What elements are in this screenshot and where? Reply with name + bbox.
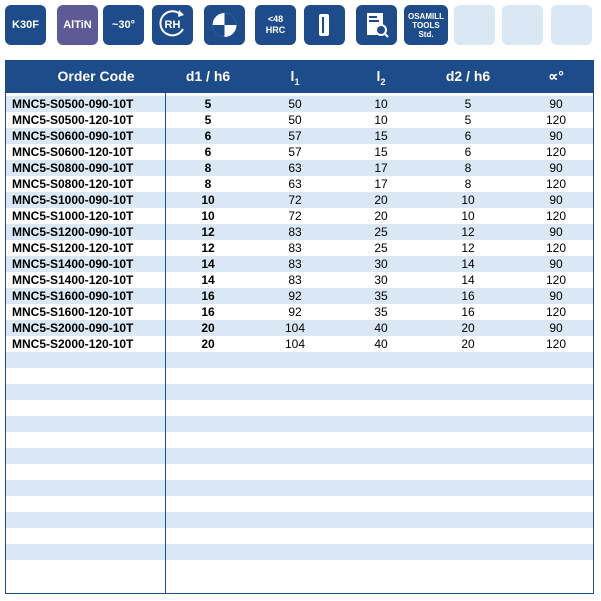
empty-row — [6, 464, 593, 480]
cell-l1: 83 — [288, 241, 302, 255]
cell-angle: 120 — [545, 273, 567, 287]
cell-l2: 17 — [374, 177, 388, 191]
table-row — [6, 192, 593, 208]
cell-l2: 25 — [374, 225, 388, 239]
header-d1: d1 / h6 — [185, 68, 231, 84]
cell-d2: 8 — [464, 177, 472, 191]
empty-row — [6, 416, 593, 432]
empty-row — [6, 384, 593, 400]
header-l1: $l_1$ — [290, 68, 300, 87]
cell-d2: 10 — [461, 193, 475, 207]
cell-code: MNC5-S1400-120-10T — [12, 273, 134, 287]
cell-code: MNC5-S1200-090-10T — [12, 225, 134, 239]
empty-row — [6, 368, 593, 384]
cell-angle: 90 — [549, 289, 563, 303]
cell-d2: 8 — [464, 161, 472, 175]
empty-row — [6, 400, 593, 416]
cell-d2: 6 — [464, 129, 472, 143]
header-angle: ∝° — [548, 68, 564, 84]
cell-l2: 15 — [374, 129, 388, 143]
cell-l1: 57 — [288, 145, 302, 159]
cell-l1: 63 — [288, 177, 302, 191]
coating-label: AlTiN — [63, 18, 92, 31]
empty-row — [6, 528, 593, 544]
empty-row — [6, 560, 593, 576]
cell-d1: 10 — [201, 193, 215, 207]
cell-l2: 25 — [374, 241, 388, 255]
empty-row — [6, 480, 593, 496]
cell-angle: 90 — [549, 129, 563, 143]
empty-row — [6, 432, 593, 448]
cell-d1: 14 — [201, 257, 215, 271]
cell-code: MNC5-S1200-120-10T — [12, 241, 134, 255]
table-row — [6, 304, 593, 320]
cell-l1: 92 — [288, 305, 302, 319]
cell-d1: 8 — [204, 177, 212, 191]
header-order-code: Order Code — [57, 68, 135, 84]
cell-angle: 120 — [545, 113, 567, 127]
table-row — [6, 160, 593, 176]
table-row — [6, 144, 593, 160]
cell-code: MNC5-S2000-120-10T — [12, 337, 134, 351]
grade-k30f-icon — [5, 5, 46, 45]
cell-l1: 63 — [288, 161, 302, 175]
cell-l1: 83 — [288, 257, 302, 271]
table-row — [6, 208, 593, 224]
cell-l1: 50 — [288, 97, 302, 111]
grade-label: K30F — [12, 18, 39, 31]
cell-angle: 90 — [549, 193, 563, 207]
cell-l2: 40 — [374, 337, 388, 351]
cell-angle: 90 — [549, 321, 563, 335]
table-row — [6, 336, 593, 352]
cell-l2: 10 — [374, 97, 388, 111]
cell-l1: 50 — [288, 113, 302, 127]
product-table — [5, 60, 594, 594]
cell-code: MNC5-S0600-120-10T — [12, 145, 134, 159]
cell-d2: 20 — [461, 337, 475, 351]
cell-angle: 120 — [545, 305, 567, 319]
header-l2: $l_2$ — [376, 68, 386, 87]
cell-l1: 104 — [284, 337, 306, 351]
cell-code: MNC5-S0800-090-10T — [12, 161, 134, 175]
cell-l2: 10 — [374, 113, 388, 127]
table-row — [6, 288, 593, 304]
cell-d1: 16 — [201, 305, 215, 319]
cell-code: MNC5-S0500-090-10T — [12, 97, 134, 111]
header-d2: d2 / h6 — [445, 68, 491, 84]
empty-row — [6, 512, 593, 528]
cell-angle: 120 — [545, 241, 567, 255]
hardness-label: <48 HRC — [265, 14, 286, 35]
cell-code: MNC5-S1400-090-10T — [12, 257, 134, 271]
cell-d2: 14 — [461, 273, 475, 287]
cell-angle: 120 — [545, 177, 567, 191]
coating-altin-icon — [57, 5, 98, 45]
empty-row — [6, 496, 593, 512]
cell-l1: 72 — [288, 193, 302, 207]
cell-l1: 83 — [288, 273, 302, 287]
cell-d2: 14 — [461, 257, 475, 271]
cell-code: MNC5-S1600-120-10T — [12, 305, 134, 319]
cell-d1: 10 — [201, 209, 215, 223]
table-row — [6, 224, 593, 240]
empty-icon-slot — [454, 5, 495, 45]
cell-code: MNC5-S0500-120-10T — [12, 113, 134, 127]
table-row — [6, 96, 593, 112]
hardness-icon — [255, 5, 296, 45]
empty-row — [6, 544, 593, 560]
cell-d2: 12 — [461, 225, 475, 239]
cell-code: MNC5-S1600-090-10T — [12, 289, 134, 303]
cell-d1: 5 — [204, 97, 212, 111]
cell-l2: 20 — [374, 209, 388, 223]
column-divider — [165, 93, 166, 594]
cell-angle: 90 — [549, 257, 563, 271]
cell-angle: 120 — [545, 337, 567, 351]
cell-d1: 14 — [201, 273, 215, 287]
cell-l2: 35 — [374, 305, 388, 319]
empty-icon-slot — [502, 5, 543, 45]
cell-angle: 90 — [549, 161, 563, 175]
cell-l1: 57 — [288, 129, 302, 143]
cell-d2: 5 — [464, 113, 472, 127]
rotation-label: RH — [164, 18, 181, 31]
cell-l2: 17 — [374, 161, 388, 175]
cell-d2: 20 — [461, 321, 475, 335]
cell-d2: 6 — [464, 145, 472, 159]
cell-l1: 83 — [288, 225, 302, 239]
cell-l2: 20 — [374, 193, 388, 207]
cell-code: MNC5-S0800-120-10T — [12, 177, 134, 191]
cell-code: MNC5-S1000-090-10T — [12, 193, 134, 207]
empty-icon-slot — [551, 5, 592, 45]
cell-l2: 15 — [374, 145, 388, 159]
table-row — [6, 256, 593, 272]
cell-d1: 6 — [204, 145, 212, 159]
cell-code: MNC5-S1000-120-10T — [12, 209, 134, 223]
cell-d1: 5 — [204, 113, 212, 127]
rotation-rh-icon — [152, 5, 193, 45]
table-row — [6, 320, 593, 336]
table-row — [6, 272, 593, 288]
table-row — [6, 240, 593, 256]
osamill-std-icon — [404, 5, 448, 45]
cell-d2: 10 — [461, 209, 475, 223]
table-header — [6, 61, 593, 93]
cell-d2: 5 — [464, 97, 472, 111]
empty-row — [6, 448, 593, 464]
helix-angle-icon — [103, 5, 144, 45]
helix-label: ~30° — [111, 18, 136, 31]
cell-angle: 120 — [545, 145, 567, 159]
cell-d1: 6 — [204, 129, 212, 143]
table-row — [6, 112, 593, 128]
cell-angle: 90 — [549, 97, 563, 111]
cell-d1: 8 — [204, 161, 212, 175]
cell-code: MNC5-S0600-090-10T — [12, 129, 134, 143]
cell-l2: 35 — [374, 289, 388, 303]
empty-row — [6, 352, 593, 368]
cell-d1: 12 — [201, 225, 215, 239]
cell-d2: 16 — [461, 289, 475, 303]
cell-l2: 30 — [374, 273, 388, 287]
flutes-icon — [204, 5, 245, 45]
cell-d2: 12 — [461, 241, 475, 255]
cell-angle: 90 — [549, 225, 563, 239]
cell-code: MNC5-S2000-090-10T — [12, 321, 134, 335]
cell-l1: 92 — [288, 289, 302, 303]
inspection-icon — [356, 5, 397, 45]
cell-d1: 20 — [201, 321, 215, 335]
cell-d1: 20 — [201, 337, 215, 351]
table-row — [6, 176, 593, 192]
shank-icon — [304, 5, 345, 45]
cell-d1: 12 — [201, 241, 215, 255]
osamill-label: OSAMILL TOOLS Std. — [408, 11, 444, 39]
cell-angle: 120 — [545, 209, 567, 223]
cell-l2: 30 — [374, 257, 388, 271]
cell-l1: 104 — [284, 321, 306, 335]
cell-d1: 16 — [201, 289, 215, 303]
table-row — [6, 128, 593, 144]
cell-l1: 72 — [288, 209, 302, 223]
cell-l2: 40 — [374, 321, 388, 335]
cell-d2: 16 — [461, 305, 475, 319]
